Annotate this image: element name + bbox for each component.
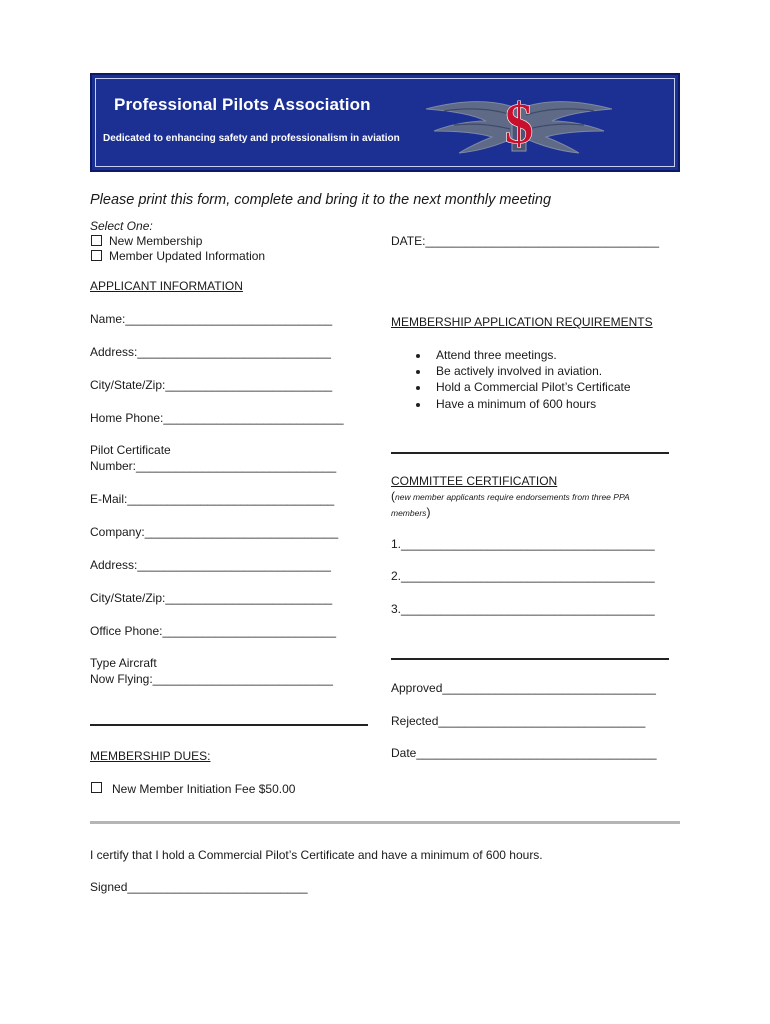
committee-note-text: new member applicants require endorsements from three PPA [395, 492, 630, 502]
svg-text:$: $ [504, 91, 534, 156]
endorsement-line-2[interactable]: 2.______________________________________ [391, 569, 655, 583]
checkbox-new-membership[interactable] [91, 235, 102, 246]
certification-statement: I certify that I hold a Commercial Pilot’s Certificate and have a minimum of 600 hours. [90, 848, 543, 862]
requirements-heading: MEMBERSHIP APPLICATION REQUIREMENTS [391, 315, 653, 329]
home-phone-field[interactable]: Home Phone:___________________________ [90, 411, 344, 425]
requirement-item: Be actively involved in aviation. [436, 364, 603, 378]
requirement-item: Have a minimum of 600 hours [436, 397, 597, 411]
pilot-certificate-label: Pilot Certificate [90, 443, 171, 457]
approved-field[interactable]: Approved________________________________ [391, 681, 656, 695]
company-city-state-zip-field[interactable]: City/State/Zip:_________________________ [90, 591, 333, 605]
committee-note-text2: members [391, 508, 427, 518]
committee-certification-heading: COMMITTEE CERTIFICATION [391, 474, 558, 488]
banner-title: Professional Pilots Association [114, 95, 371, 114]
endorsement-line-1[interactable]: 1.______________________________________ [391, 537, 655, 551]
email-field[interactable]: E-Mail:_______________________________ [90, 492, 335, 506]
bullet [416, 370, 420, 374]
date-field[interactable]: DATE:___________________________________ [391, 234, 660, 248]
checkbox-initiation-fee[interactable] [91, 782, 102, 793]
initiation-fee-label: New Member Initiation Fee $50.00 [112, 782, 296, 796]
endorsement-line-3[interactable]: 3.______________________________________ [391, 602, 655, 616]
committee-note-open: ( [391, 489, 395, 503]
option-member-updated: Member Updated Information [109, 249, 266, 263]
signature-field[interactable]: Signed___________________________ [90, 880, 308, 894]
requirement-item: Attend three meetings. [436, 348, 557, 362]
name-field[interactable]: Name:_______________________________ [90, 312, 333, 326]
aircraft-now-flying-field[interactable]: Now Flying:___________________________ [90, 672, 333, 686]
city-state-zip-field[interactable]: City/State/Zip:_________________________ [90, 378, 333, 392]
select-one-label: Select One: [90, 219, 153, 233]
office-phone-field[interactable]: Office Phone:__________________________ [90, 624, 337, 638]
bullet [416, 386, 420, 390]
pilot-certificate-number-field[interactable]: Number:______________________________ [90, 459, 337, 473]
winged-dollar-logo [424, 81, 614, 166]
company-address-field[interactable]: Address:_____________________________ [90, 558, 331, 572]
type-aircraft-label: Type Aircraft [90, 656, 157, 670]
bullet [416, 354, 420, 358]
rejected-field[interactable]: Rejected_______________________________ [391, 714, 646, 728]
header-banner [90, 73, 680, 172]
applicant-info-heading: APPLICANT INFORMATION [90, 279, 243, 293]
committee-note-close: ) [426, 505, 431, 519]
section-divider-right-bottom [391, 658, 669, 660]
requirement-item: Hold a Commercial Pilot’s Certificate [436, 380, 631, 394]
option-new-membership: New Membership [109, 234, 203, 248]
address-field[interactable]: Address:_____________________________ [90, 345, 331, 359]
committee-date-field[interactable]: Date____________________________________ [391, 746, 657, 760]
committee-note [391, 489, 630, 503]
committee-note-cont [391, 505, 430, 519]
checkbox-member-updated[interactable] [91, 250, 102, 261]
bullet [416, 403, 420, 407]
intro-instruction: Please print this form, complete and bring it to the next monthly meeting [90, 192, 552, 208]
banner-subtitle: Dedicated to enhancing safety and professionalism in aviation [103, 133, 400, 144]
section-divider-left [90, 724, 368, 726]
company-field[interactable]: Company:_____________________________ [90, 525, 339, 539]
footer-divider [90, 821, 680, 824]
membership-dues-heading: MEMBERSHIP DUES: [90, 749, 211, 763]
section-divider-right-top [391, 452, 669, 454]
